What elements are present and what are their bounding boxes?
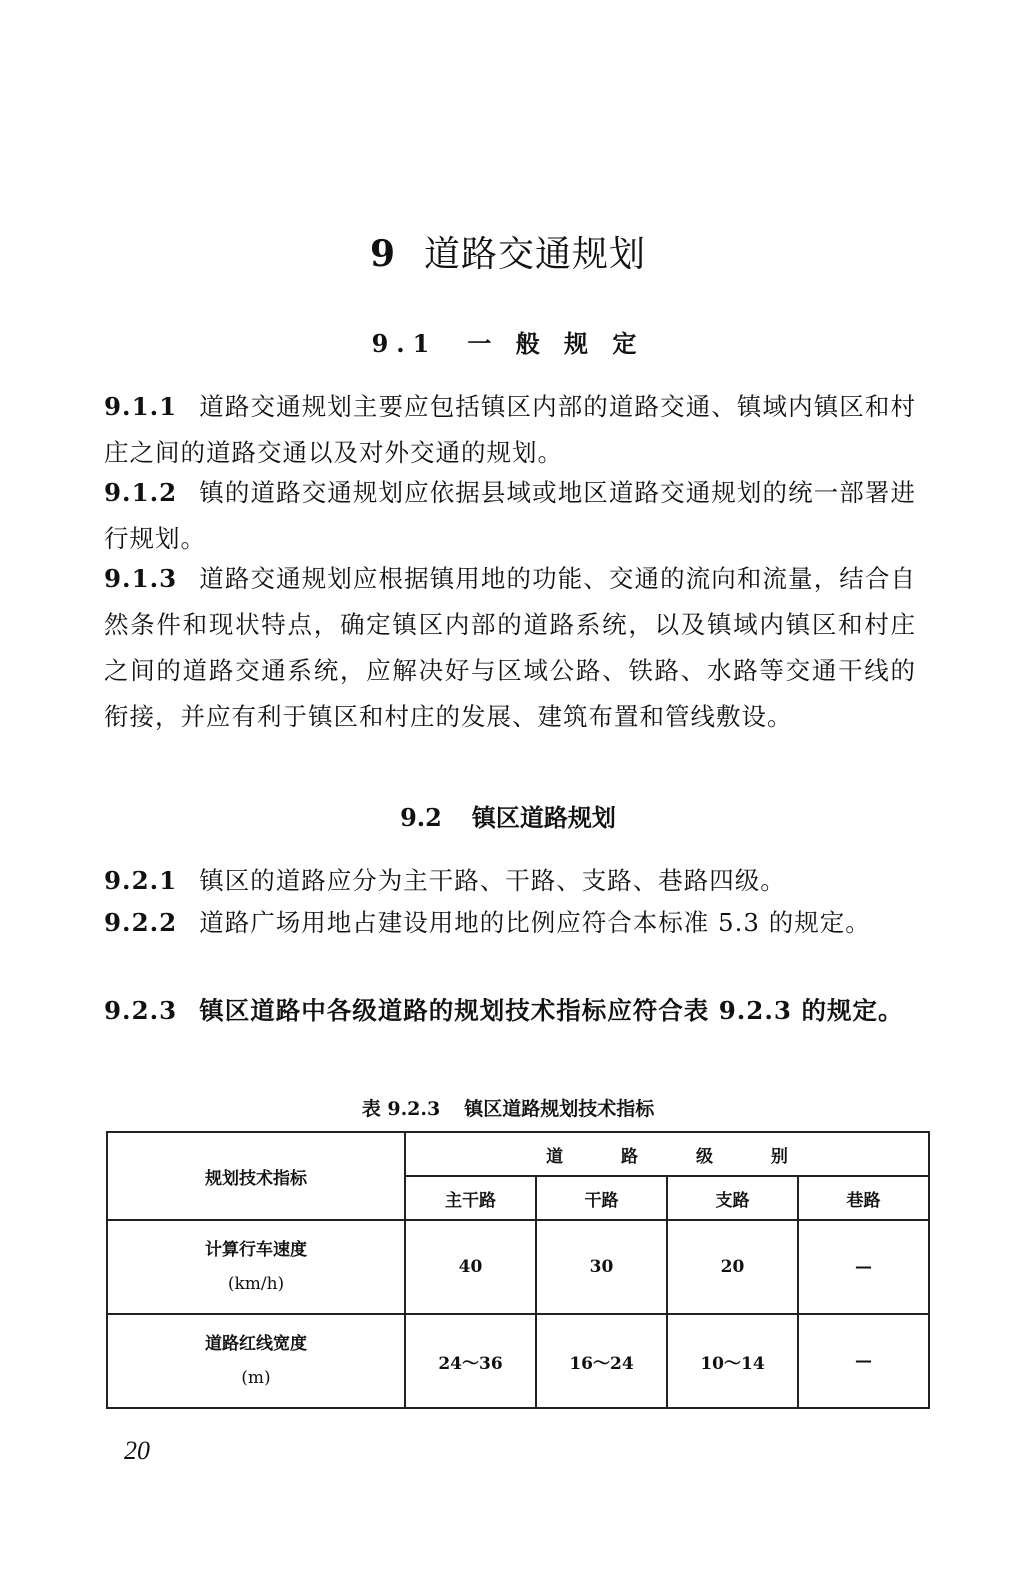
table-cell: 20: [667, 1220, 798, 1314]
table-cell: 10～14: [667, 1314, 798, 1408]
table-caption: [0, 1094, 1016, 1121]
section-title-9-2: [0, 798, 1016, 833]
table-cell: 40: [405, 1220, 536, 1314]
clause-text: 镇区道路中各级道路的规划技术指标应符合表 9.2.3 的规定。: [199, 996, 904, 1025]
level-header-lane: 巷路: [798, 1176, 929, 1220]
clause-text: 道路交通规划应根据镇用地的功能、交通的流向和流量，结合自然条件和现状特点，确定镇区内部的道路系统，以及镇域内镇区和村庄之间的道路交通系统，应解决好与区域公路、铁路、水路等交通干线的衔接，并应有利于镇区和村庄的发展、建筑布置和管线敷设。: [104, 564, 916, 731]
table-row: [107, 1314, 929, 1408]
chapter-title-text: 道路交通规划: [424, 234, 647, 275]
indicator-name: 道路红线宽度: [205, 1334, 307, 1354]
indicator-unit: (m): [241, 1368, 271, 1388]
indicator-cell: [107, 1220, 405, 1314]
table-header-row: [107, 1132, 929, 1176]
chapter-title: [0, 226, 1016, 277]
page-number: 20: [124, 1436, 150, 1465]
indicator-header-cell: 规划技术指标: [107, 1132, 405, 1220]
indicator-cell: [107, 1314, 405, 1408]
table-number: 表 9.2.3: [361, 1098, 441, 1120]
indicator-unit: (km/h): [227, 1274, 285, 1294]
clause-text: 镇的道路交通规划应依据县域或地区道路交通规划的统一部署进行规划。: [104, 478, 916, 553]
clause-number: 9.2.3: [104, 996, 178, 1025]
level-header-arterial: 主干路: [405, 1176, 536, 1220]
section-number: 9.1: [371, 329, 438, 358]
section-title-9-1: [0, 324, 1016, 359]
clause-9-2-1: [104, 858, 916, 904]
level-header-main: 干路: [536, 1176, 667, 1220]
clause-9-2-2: [104, 900, 916, 946]
table-row: [107, 1220, 929, 1314]
table-cell: 30: [536, 1220, 667, 1314]
clause-number: 9.2.1: [104, 866, 178, 895]
clause-text: 道路交通规划主要应包括镇区内部的道路交通、镇域内镇区和村庄之间的道路交通以及对外交通的规划。: [104, 392, 916, 467]
table-cell: —: [798, 1220, 929, 1314]
chapter-number: 9: [369, 233, 397, 275]
section-title-text: 一 般 规 定: [467, 329, 645, 358]
indicator-name: 计算行车速度: [205, 1240, 307, 1260]
clause-number: 9.1.2: [104, 478, 178, 507]
road-level-group-header: 道 路 级 别: [405, 1132, 929, 1176]
road-spec-table: [106, 1131, 930, 1409]
table-caption-text: 镇区道路规划技术指标: [464, 1098, 655, 1120]
table-cell: —: [798, 1314, 929, 1408]
clause-9-1-1: [104, 384, 916, 476]
clause-number: 9.1.3: [104, 564, 178, 593]
clause-9-2-3: [104, 988, 916, 1034]
table-cell: 16～24: [536, 1314, 667, 1408]
section-title-text: 镇区道路规划: [471, 803, 616, 832]
table-cell: 24～36: [405, 1314, 536, 1408]
clause-text: 镇区的道路应分为主干路、干路、支路、巷路四级。: [199, 866, 786, 895]
clause-9-1-2: [104, 470, 916, 562]
clause-9-1-3: [104, 556, 916, 740]
clause-number: 9.2.2: [104, 908, 178, 937]
clause-number: 9.1.1: [104, 392, 178, 421]
level-header-branch: 支路: [667, 1176, 798, 1220]
section-number: 9.2: [400, 803, 442, 832]
clause-text: 道路广场用地占建设用地的比例应符合本标准 5.3 的规定。: [199, 908, 871, 937]
